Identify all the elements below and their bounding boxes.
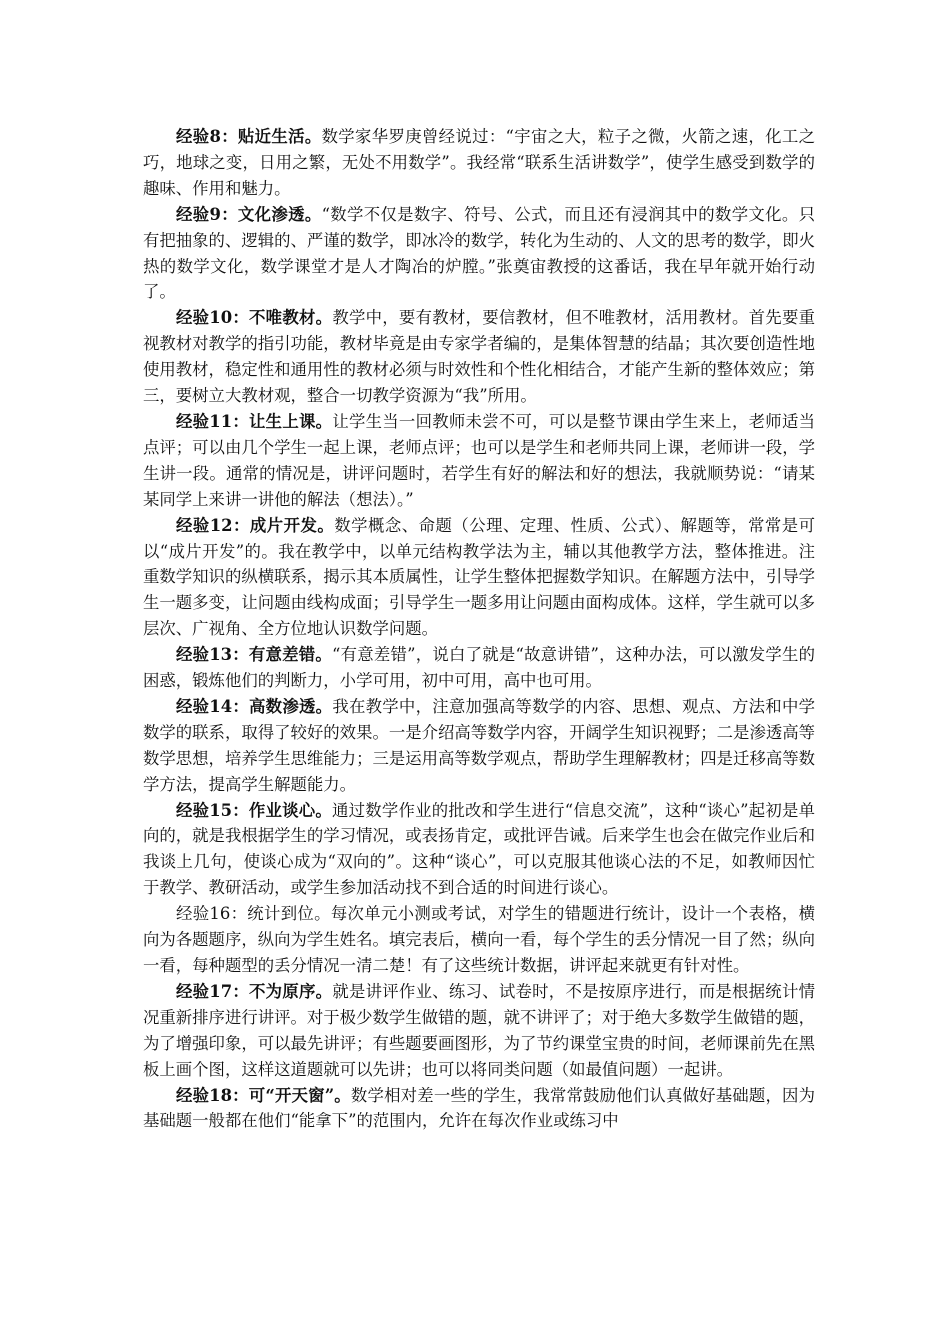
- paragraph-heading: 经验15：作业谈心。: [176, 800, 333, 820]
- paragraph-heading: 经验13：有意差错。: [176, 645, 333, 665]
- paragraph-body: “有意差错”，说白了就是“故意讲错”，这种办法，可以激发学生的困惑，锻炼他们的判断力，小学可用，初中可用，高中也可用。: [143, 645, 815, 691]
- paragraph-heading: 经验11：让生上课。: [176, 411, 333, 431]
- document-page: [143, 124, 815, 1134]
- paragraph-body: “数学不仅是数字、符号、公式，而且还有浸润其中的数学文化。只有把抽象的、逻辑的、严谨的数学，即冰冷的数学，转化为生动的、人文的思考的数学，即火热的数学文化，数学课堂才是人才陶冶的炉膛。”张奠宙教授的这番话，我在早年就开始行动了。: [143, 204, 816, 302]
- paragraph-body: 让学生当一回教师未尝不可，可以是整节课由学生来上，老师适当点评；可以由几个学生一起上课，老师点评；也可以是学生和老师共同上课，老师讲一段，学生讲一段。通常的情况是，讲评问题时，若学生有好的解法和好的想法，我就顺势说：“请某某同学上来讲一讲他的解法（想法）。”: [143, 411, 816, 509]
- paragraph-body: 数学相对差一些的学生，我常常鼓励他们认真做好基础题，因为基础题一般都在他们“能拿下”的范围内，允许在每次作业或练习中: [143, 1085, 816, 1131]
- paragraph-heading: 经验17：不为原序。: [176, 981, 333, 1001]
- paragraph-experience-9: [143, 202, 815, 306]
- paragraph-heading: 经验10：不唯教材。: [176, 308, 333, 328]
- paragraph-experience-15: [143, 798, 815, 902]
- paragraph-body: 通过数学作业的批改和学生进行“信息交流”，这种“谈心”起初是单向的，就是我根据学生的学习情况，或表扬肯定，或批评告诫。后来学生也会在做完作业后和我谈上几句，使谈心成为“双向的”。这种“谈心”，可以克服其他谈心法的不足，如教师因忙于教学、教研活动，或学生参加活动找不到合适的时间进行谈心。: [143, 800, 816, 898]
- paragraph-body: 数学概念、命题（公理、定理、性质、公式）、解题等，常常是可以“成片开发”的。我在教学中，以单元结构教学法为主，辅以其他教学方法，整体推进。注重数学知识的纵横联系，揭示其本质属性，让学生整体把握数学知识。在解题方法中，引导学生一题多变，让问题由线构成面；引导学生一题多用让问题由面构成体。这样，学生就可以多层次、广视角、全方位地认识数学问题。: [143, 515, 816, 639]
- paragraph-experience-17: [143, 979, 815, 1083]
- paragraph-experience-10: [143, 305, 815, 409]
- paragraph-experience-11: [143, 409, 815, 513]
- paragraph-body: 每次单元小测或考试，对学生的错题进行统计，设计一个表格，横向为各题题序，纵向为学生姓名。填完表后，横向一看，每个学生的丢分情况一目了然；纵向一看，每种题型的丢分情况一清二楚！有了这些统计数据，讲评起来就更有针对性。: [143, 904, 816, 975]
- paragraph-experience-12: [143, 513, 815, 643]
- paragraph-heading: 经验9：文化渗透。: [176, 204, 322, 224]
- paragraph-heading: 经验16：统计到位。: [176, 904, 331, 924]
- paragraph-heading: 经验8：贴近生活。: [176, 127, 322, 146]
- paragraph-experience-14: [143, 694, 815, 798]
- paragraph-experience-16: [143, 901, 815, 979]
- paragraph-heading: 经验12：成片开发。: [176, 515, 335, 535]
- paragraph-heading: 经验18：可“开天窗”。: [176, 1085, 351, 1105]
- paragraph-heading: 经验14：高数渗透。: [176, 696, 333, 716]
- paragraph-body: 我在教学中，注意加强高等数学的内容、思想、观点、方法和中学数学的联系，取得了较好的效果。一是介绍高等数学内容，开阔学生知识视野；二是渗透高等数学思想，培养学生思维能力；三是运用高等数学观点，帮助学生理解教材；四是迁移高等数学方法，提高学生解题能力。: [143, 696, 816, 794]
- paragraph-experience-18: [143, 1083, 815, 1135]
- paragraph-body: 就是讲评作业、练习、试卷时，不是按原序进行，而是根据统计情况重新排序进行讲评。对于极少数学生做错的题，就不讲评了；对于绝大多数学生做错的题，为了增强印象，可以最先讲评；有些题要画图形，为了节约课堂宝贵的时间，老师课前先在黑板上画个图，这样这道题就可以先讲；也可以将同类问题（如最值问题）一起讲。: [143, 981, 816, 1079]
- paragraph-experience-8: [143, 124, 815, 202]
- paragraph-experience-13: [143, 642, 815, 694]
- paragraph-body: 数学家华罗庚曾经说过：“宇宙之大，粒子之微，火箭之速，化工之巧，地球之变，日用之繁，无处不用数学”。我经常“联系生活讲数学”，使学生感受到数学的趣味、作用和魅力。: [143, 127, 815, 198]
- paragraph-body: 教学中，要有教材，要信教材，但不唯教材，活用教材。首先要重视教材对教学的指引功能，教材毕竟是由专家学者编的，是集体智慧的结晶；其次要创造性地使用教材，稳定性和通用性的教材必须与时效性和个性化相结合，才能产生新的整体效应；第三，要树立大教材观，整合一切教学资源为“我”所用。: [143, 308, 816, 406]
